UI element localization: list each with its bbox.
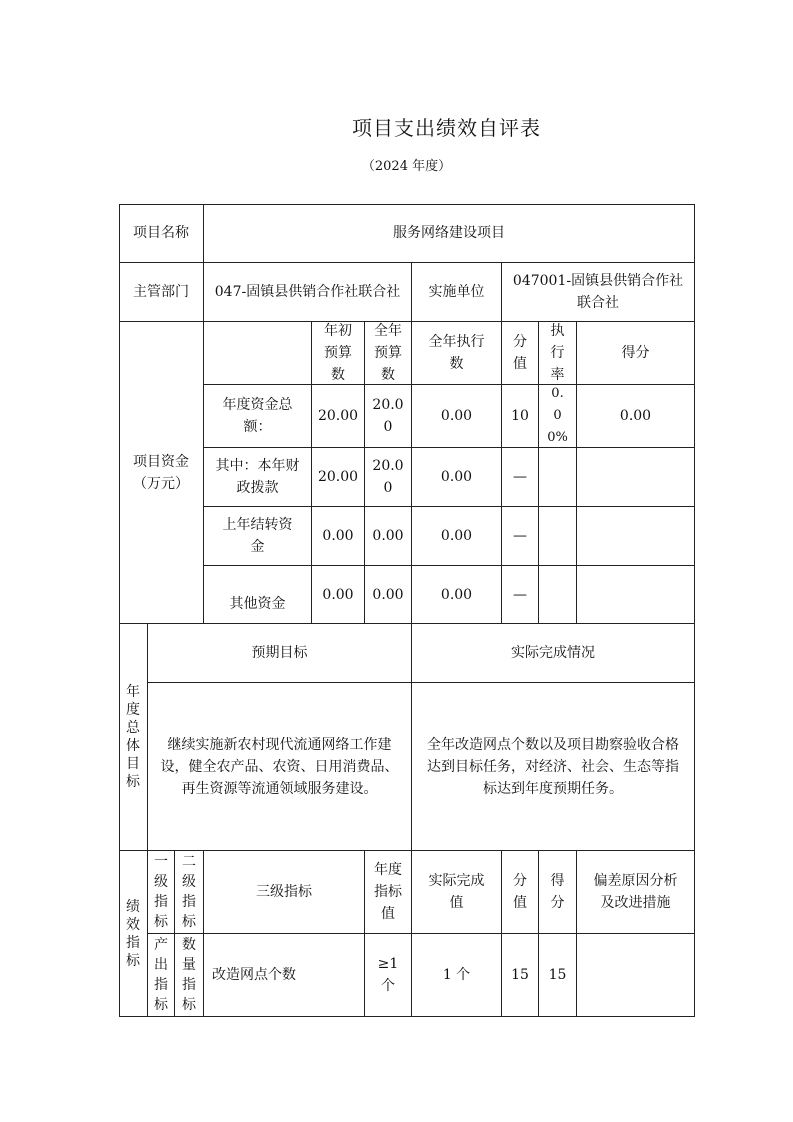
funds-row-begin: 20.00 <box>312 385 365 448</box>
funds-row-executed: 0.00 <box>412 385 502 448</box>
funds-row-score-value: — <box>502 507 539 566</box>
funds-row-score <box>577 507 695 566</box>
funds-header-executed: 全年执行数 <box>412 322 502 385</box>
dept-label: 主管部门 <box>119 263 204 322</box>
project-name-label: 项目名称 <box>119 204 204 263</box>
funds-row-begin: 0.00 <box>312 507 365 566</box>
ind-header-score: 得分 <box>539 851 577 934</box>
ind-row-score-value: 15 <box>502 934 539 1017</box>
funds-row-score: 0.00 <box>577 385 695 448</box>
project-name-value: 服务网络建设项目 <box>204 204 695 263</box>
funds-header-begin-budget: 年初预算数 <box>312 322 365 385</box>
funds-row-begin: 20.00 <box>312 448 365 507</box>
ind-header-score-value: 分值 <box>502 851 539 934</box>
dept-value: 047-固镇县供销合作社联合社 <box>204 263 412 322</box>
funds-row-label: 年度资金总额： <box>204 385 312 448</box>
funds-row-rate <box>539 448 577 507</box>
funds-row-label: 上年结转资金 <box>204 507 312 566</box>
funds-header-blank <box>204 322 312 385</box>
funds-row-full: 20.00 <box>365 385 412 448</box>
funds-header-exec-rate: 执行率 <box>539 322 577 385</box>
ind-header-level3: 三级指标 <box>204 851 365 934</box>
funds-row-full: 20.00 <box>365 448 412 507</box>
funds-row-score-value: 10 <box>502 385 539 448</box>
funds-row-score <box>577 566 695 624</box>
ind-header-target: 年度指标值 <box>365 851 412 934</box>
goals-section-label: 年度总体目标 <box>119 624 148 851</box>
ind-row-level1: 产出指标 <box>148 934 175 1017</box>
funds-row-executed: 0.00 <box>412 507 502 566</box>
page-title: 项目支出绩效自评表 <box>352 116 541 140</box>
ind-header-level2: 二级指标 <box>175 851 204 934</box>
funds-row-rate <box>539 566 577 624</box>
funds-row-executed: 0.00 <box>412 448 502 507</box>
funds-row-begin: 0.00 <box>312 566 365 624</box>
ind-row-level3: 改造网点个数 <box>204 934 365 1017</box>
funds-row-score-value: — <box>502 448 539 507</box>
goals-actual-header: 实际完成情况 <box>412 624 695 683</box>
funds-row-rate: 0.00% <box>539 385 577 448</box>
funds-row-full: 0.00 <box>365 566 412 624</box>
indicators-section-label: 绩效指标 <box>119 851 148 1017</box>
funds-row-label: 其中：本年财政拨款 <box>204 448 312 507</box>
ind-header-reason: 偏差原因分析及改进措施 <box>577 851 695 934</box>
evaluation-table <box>119 204 695 1017</box>
ind-row-actual: 1 个 <box>412 934 502 1017</box>
funds-header-full-budget: 全年预算数 <box>365 322 412 385</box>
ind-header-actual: 实际完成值 <box>412 851 502 934</box>
funds-row-executed: 0.00 <box>412 566 502 624</box>
funds-row-rate <box>539 507 577 566</box>
ind-row-score: 15 <box>539 934 577 1017</box>
page-subtitle: （2024 年度） <box>361 159 452 174</box>
ind-row-target: ≥1个 <box>365 934 412 1017</box>
funds-section-label: 项目资金（万元） <box>119 322 204 624</box>
goals-expected-header: 预期目标 <box>148 624 412 683</box>
funds-header-score-value: 分值 <box>502 322 539 385</box>
goals-expected-text: 继续实施新农村现代流通网络工作建设，健全农产品、农资、日用消费品、再生资源等流通领域服务建设。 <box>148 683 412 851</box>
funds-header-score: 得分 <box>577 322 695 385</box>
funds-row-score-value: — <box>502 566 539 624</box>
funds-row-score <box>577 448 695 507</box>
funds-row-label: 其他资金 <box>204 566 312 624</box>
impl-value: 047001-固镇县供销合作社联合社 <box>502 263 695 322</box>
funds-row-full: 0.00 <box>365 507 412 566</box>
ind-header-level1: 一级指标 <box>148 851 175 934</box>
ind-row-level2: 数量指标 <box>175 934 204 1017</box>
goals-actual-text: 全年改造网点个数以及项目勘察验收合格达到目标任务，对经济、社会、生态等指标达到年度预期任务。 <box>412 683 695 851</box>
ind-row-reason <box>577 934 695 1017</box>
impl-label: 实施单位 <box>412 263 502 322</box>
